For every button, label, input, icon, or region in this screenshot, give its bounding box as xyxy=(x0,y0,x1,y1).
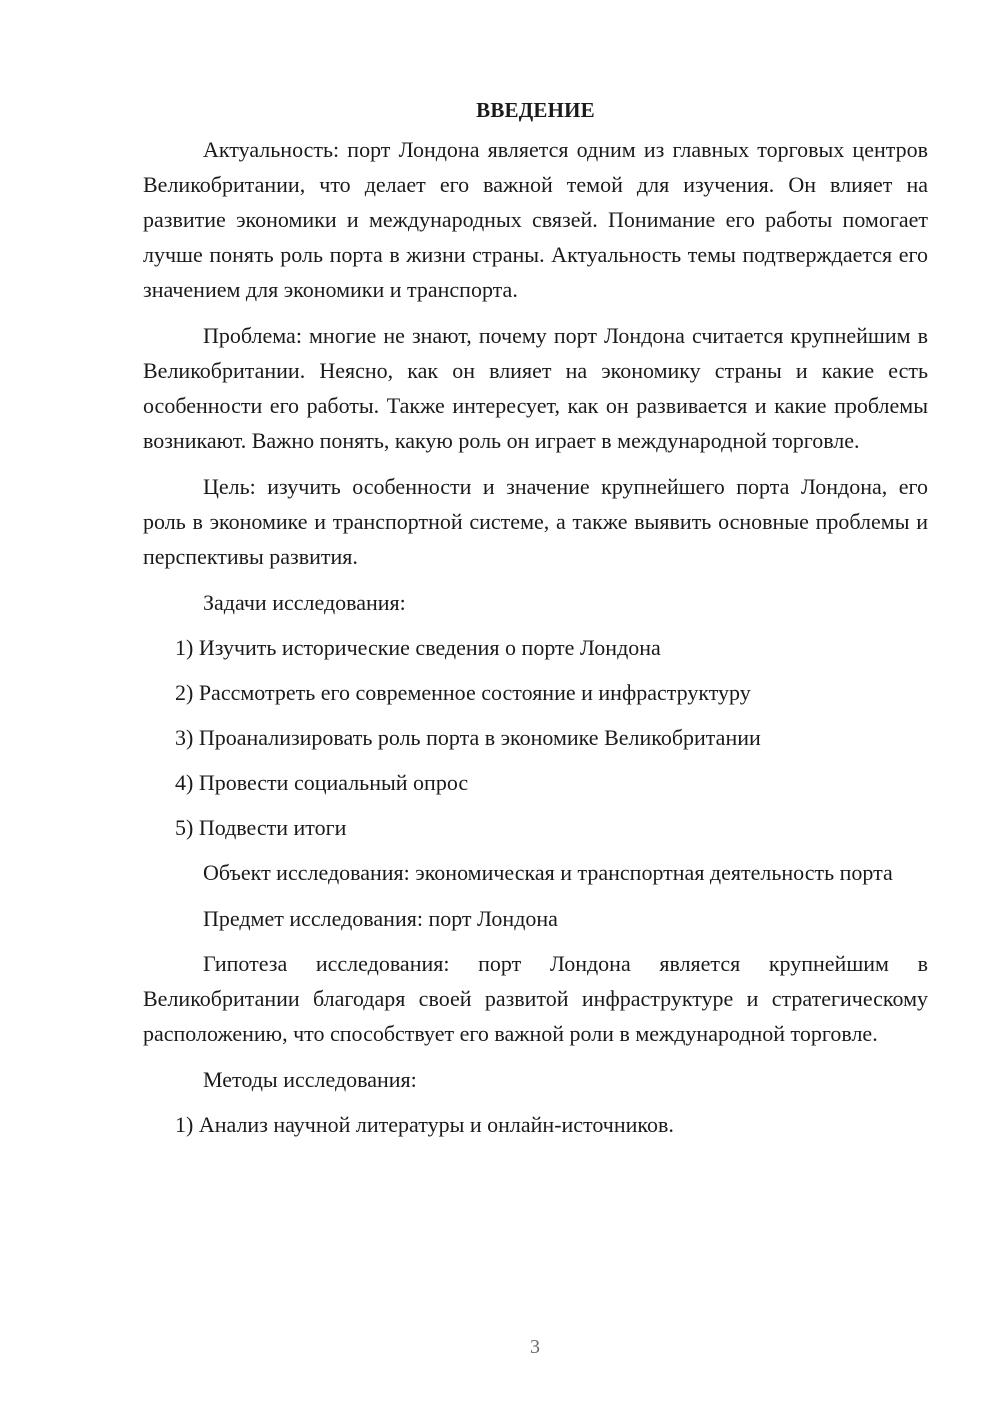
methods-heading: Методы исследования: xyxy=(203,1067,417,1092)
tasks-heading: Задачи исследования: xyxy=(203,590,406,615)
problem-paragraph: Проблема: многие не знают, почему порт Лондона считается крупнейшим в Великобритании. Неясно, как он влияет на экономику страны и какие есть особенности его работы. Также интересует, как он развивается и какие проблемы возникают. Важно понять, какую роль он играет в международной торговле. xyxy=(143,323,928,453)
page-number: 3 xyxy=(530,1336,540,1358)
object-paragraph: Объект исследования: экономическая и транспортная деятельность порта xyxy=(203,860,893,885)
task-item: 5) Подвести итоги xyxy=(175,815,347,840)
page-title: ВВЕДЕНИЕ xyxy=(476,98,595,122)
relevance-paragraph: Актуальность: порт Лондона является одним из главных торговых центров Великобритании, что делает его важной темой для изучения. Он влияет на развитие экономики и международных связей. Понимание его работы помогает лучше понять роль порта в жизни страны. Актуальность темы подтверждается его значением для экономики и транспорта. xyxy=(143,137,928,302)
task-item: 2) Рассмотреть его современное состояние и инфраструктуру xyxy=(175,680,751,705)
goal-paragraph: Цель: изучить особенности и значение крупнейшего порта Лондона, его роль в экономике и транспортной системе, а также выявить основные проблемы и перспективы развития. xyxy=(143,474,928,569)
task-item: 4) Провести социальный опрос xyxy=(175,770,469,795)
method-item: 1) Анализ научной литературы и онлайн-источников. xyxy=(175,1112,674,1137)
page-content xyxy=(143,96,928,1152)
task-item: 1) Изучить исторические сведения о порте Лондона xyxy=(175,635,661,660)
task-item: 3) Проанализировать роль порта в экономике Великобритании xyxy=(175,725,761,750)
subject-paragraph: Предмет исследования: порт Лондона xyxy=(203,906,558,931)
hypothesis-paragraph: Гипотеза исследования: порт Лондона является крупнейшим в Великобритании благодаря своей развитой инфраструктуре и стратегическому расположению, что способствует его важной роли в международной торговле. xyxy=(143,951,928,1046)
